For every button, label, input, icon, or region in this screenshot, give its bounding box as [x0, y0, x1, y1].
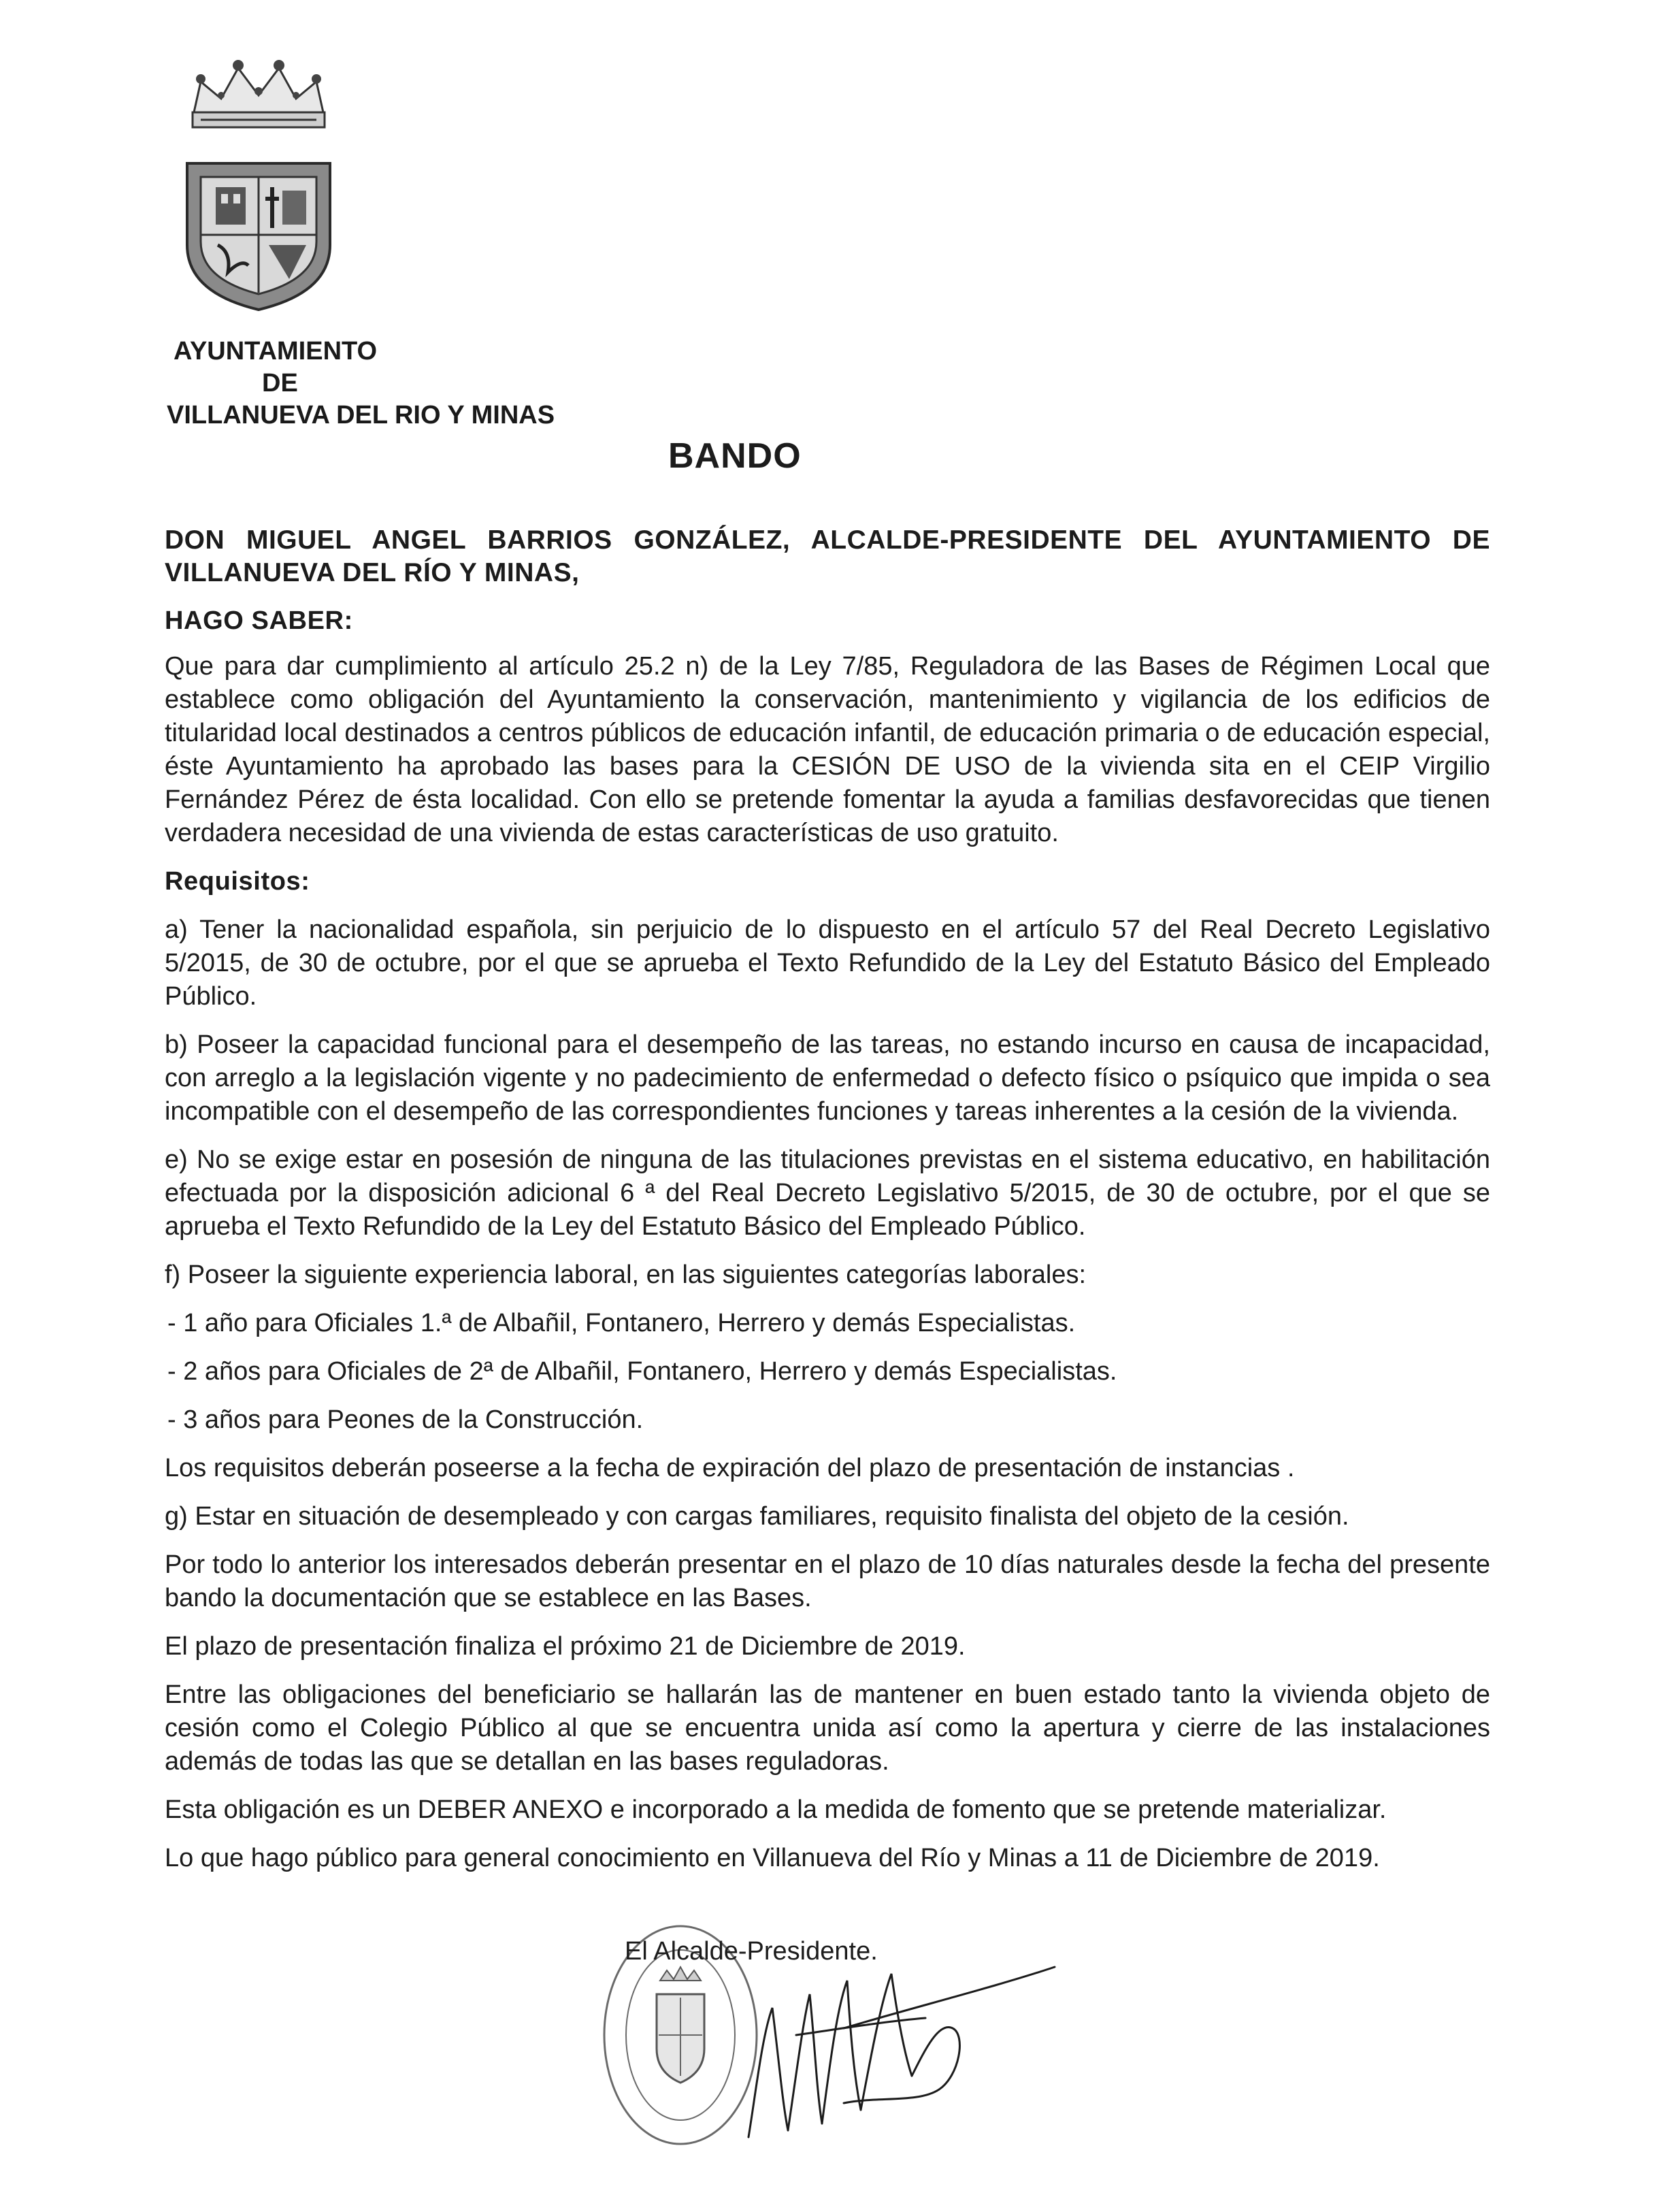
document-title: BANDO [668, 436, 802, 476]
requisitos-heading: Requisitos: [165, 867, 310, 896]
requisito-e: e) No se exige estar en posesión de ninguna de las titulaciones previstas en el sistema educativo, en habilitación efectuada por la disposición adicional 6 ª del Real Decreto Legislativo 5/2015, de 30 de octubre, por el que se aprueba el Texto Refundido de la Ley del Estatuto Básico del Empleado Público. [165, 1145, 1490, 1241]
document-body [165, 604, 1490, 1875]
requisito-g: g) Estar en situación de desempleado y con cargas familiares, requisito finalista del objeto de la cesión. [165, 1502, 1349, 1531]
salutation: DON MIGUEL ANGEL BARRIOS GONZÁLEZ, ALCALDE-PRESIDENTE DEL AYUNTAMIENTO DE VILLANUEVA DEL RÍO Y MINAS, [165, 525, 1490, 587]
requisitos-fecha: Los requisitos deberán poseerse a la fecha de expiración del plazo de presentación de instancias . [165, 1454, 1295, 1482]
issuing-organization [167, 336, 555, 432]
closing-paragraph-4: Esta obligación es un DEBER ANEXO e incorporado a la medida de fomento que se pretende materializar. [165, 1795, 1387, 1824]
coat-of-arms-icon [174, 48, 344, 313]
handwritten-signature-icon [708, 1926, 1062, 2144]
hago-saber-heading: HAGO SABER: [165, 606, 353, 635]
requisito-a: a) Tener la nacionalidad española, sin perjuicio de lo dispuesto en el artículo 57 del Real Decreto Legislativo 5/2015, de 30 de octubre, por el que se aprueba el Texto Refundido de la Ley del Estatuto Básico del Empleado Público. [165, 915, 1490, 1011]
requisito-f-item-2: - 2 años para Oficiales de 2ª de Albañil, Fontanero, Herrero y demás Especialistas. [167, 1357, 1117, 1386]
intro-paragraph: Que para dar cumplimiento al artículo 25.2 n) de la Ley 7/85, Reguladora de las Bases de Régimen Local que establece como obligación del Ayuntamiento la conservación, mantenimiento y vigilancia de los edificios de titularidad local destinados a centros públicos de educación infantil, de educación primaria o de educación especial, éste Ayuntamiento ha aprobado las bases para la CESIÓN DE USO de la vivienda sita en el CEIP Virgilio Fernández Pérez de ésta localidad. Con ello se pretende fomentar la ayuda a familias desfavorecidas que tienen verdadera necesidad de una vivienda de estas características de uso gratuito. [165, 652, 1490, 847]
closing-paragraph-5: Lo que hago público para general conocimiento en Villanueva del Río y Minas a 11 de Diciembre de 2019. [165, 1844, 1380, 1872]
requisito-f-item-3: - 3 años para Peones de la Construcción. [167, 1405, 644, 1434]
requisito-b: b) Poseer la capacidad funcional para el desempeño de las tareas, no estando incurso en causa de incapacidad, con arreglo a la legislación vigente y no padecimiento de enfermedad o defecto físico o psíquico que impida o sea incompatible con el desempeño de las correspondientes funciones y tareas inherentes a la cesión de la vivienda. [165, 1030, 1490, 1126]
closing-paragraph-2: El plazo de presentación finaliza el próximo 21 de Diciembre de 2019. [165, 1632, 966, 1661]
requisito-f: f) Poseer la siguiente experiencia laboral, en las siguientes categorías laborales: [165, 1260, 1087, 1289]
org-line-2: DE [262, 369, 298, 397]
org-line-3: VILLANUEVA DEL RIO Y MINAS [167, 401, 555, 429]
closing-paragraph-1: Por todo lo anterior los interesados deberán presentar en el plazo de 10 días naturales desde la fecha del presente bando la documentación que se establece en las Bases. [165, 1550, 1490, 1612]
org-line-1: AYUNTAMIENTO [174, 337, 378, 365]
requisito-f-item-1: - 1 año para Oficiales 1.ª de Albañil, Fontanero, Herrero y demás Especialistas. [167, 1309, 1076, 1337]
closing-paragraph-3: Entre las obligaciones del beneficiario se hallarán las de mantener en buen estado tanto la vivienda objeto de cesión como el Colegio Público al que se encuentra unida así como la apertura y cierre de las instalaciones además de todas las que se detallan en las bases reguladoras. [165, 1680, 1490, 1776]
signer-title: El Alcalde-Presidente. [625, 1937, 878, 1966]
